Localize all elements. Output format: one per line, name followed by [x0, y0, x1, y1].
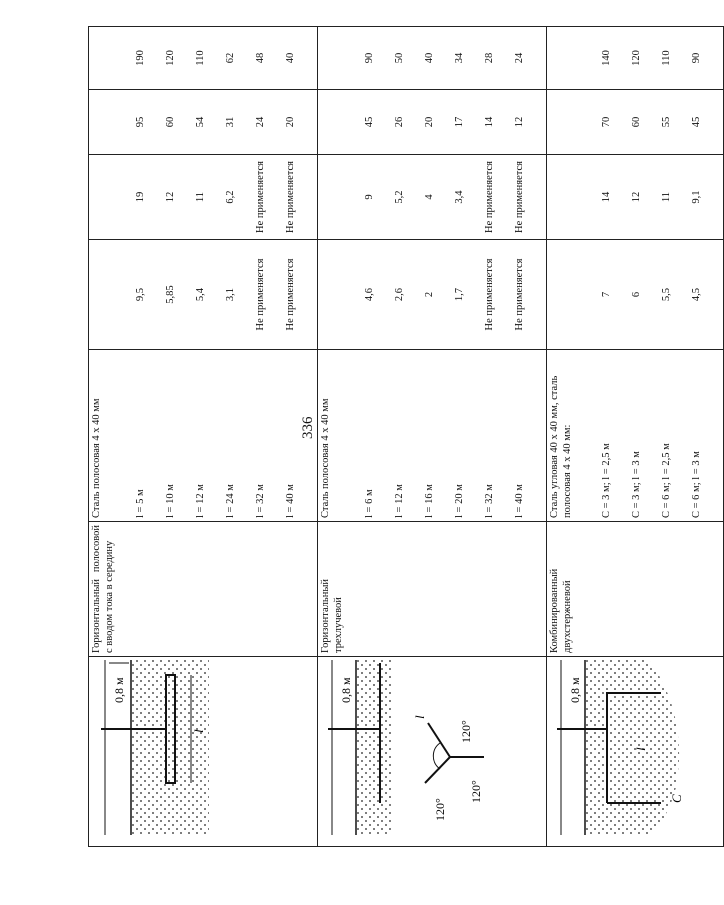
size-item: l = 6 м: [364, 489, 375, 518]
value: 55: [661, 116, 672, 128]
value: 4,5: [691, 287, 702, 302]
value: 19: [135, 191, 146, 203]
value: 9: [364, 194, 375, 200]
value-cell-d: [89, 27, 318, 90]
rotated-table-wrapper: [88, 27, 702, 847]
value: 12: [165, 191, 176, 203]
value: Не применяется: [484, 161, 495, 233]
size-item: l = 12 м: [195, 484, 206, 518]
three-beam-diagram: [320, 653, 490, 843]
size-item: l = 40 м: [285, 484, 296, 518]
value: 34: [454, 52, 465, 64]
angle-label: 120°: [459, 720, 473, 743]
length-label: l: [633, 747, 648, 751]
value: 90: [364, 52, 375, 64]
depth-label: 0,8 м: [568, 677, 582, 703]
table-row: [89, 27, 318, 847]
diagram-cell: [89, 657, 318, 847]
soil-area: [356, 660, 392, 835]
size-item: C = 3 м; l = 3 м: [631, 451, 642, 518]
combined-diagram: [549, 653, 689, 843]
depth-label: 0,8 м: [339, 677, 353, 703]
size-item: l = 40 м: [514, 484, 525, 518]
value: 5,2: [394, 190, 405, 204]
value: 62: [225, 52, 236, 64]
size-item: l = 32 м: [255, 484, 266, 518]
value: 7: [601, 291, 612, 298]
value: 20: [285, 116, 296, 128]
value: 50: [394, 52, 405, 64]
value: 14: [484, 116, 495, 128]
value: Не применяется: [255, 161, 266, 233]
value: Не применяется: [514, 258, 525, 331]
value: 14: [601, 191, 612, 203]
spacing-label: C: [669, 794, 684, 803]
value: 45: [364, 116, 375, 128]
value: 11: [195, 191, 206, 203]
value: 6,2: [225, 190, 236, 204]
value: 70: [601, 116, 612, 128]
value: 60: [165, 116, 176, 128]
value-cell-c: [89, 90, 318, 155]
material-text: Сталь полосовая 4 x 40 мм: [320, 398, 331, 518]
electrode-type: Горизонтальный трехлучевой: [318, 522, 547, 657]
value: Не применяется: [514, 161, 525, 233]
value-cell-a: [318, 240, 547, 350]
value: 5,5: [661, 287, 672, 302]
value: 45: [691, 116, 702, 128]
value: 90: [691, 52, 702, 64]
value: 11: [661, 191, 672, 203]
plan-view: [425, 723, 484, 783]
material-cell: [547, 350, 724, 522]
value-cell-d: [547, 27, 724, 90]
value: Не применяется: [285, 258, 296, 331]
table-row: [547, 27, 724, 847]
value: 9,1: [691, 190, 702, 204]
size-item: l = 16 м: [424, 484, 435, 518]
value: 190: [135, 50, 146, 66]
value: 1,7: [454, 287, 465, 302]
value-cell-a: [547, 240, 724, 350]
value: 31: [225, 116, 236, 128]
value: 24: [514, 52, 525, 64]
value: 17: [454, 116, 465, 128]
value: 48: [255, 52, 266, 64]
value: 2,6: [394, 287, 405, 302]
electrode-type: Комбинированный двухстержневой: [547, 522, 724, 657]
size-item: l = 24 м: [225, 484, 236, 518]
value: 4,6: [364, 287, 375, 302]
angle-label: 120°: [469, 780, 483, 803]
value-cell-b: [318, 155, 547, 240]
size-item: C = 3 м; l = 2,5 м: [601, 443, 612, 518]
value: 40: [424, 52, 435, 64]
value: 5,85: [165, 285, 176, 304]
size-item: l = 10 м: [165, 484, 176, 518]
value: 3,1: [225, 287, 236, 302]
value: 95: [135, 116, 146, 128]
length-label: l: [412, 715, 427, 719]
value: 12: [514, 116, 525, 128]
electrode-type: Горизонтальный полосовой с вводом тока в середину: [89, 522, 318, 657]
material-text: Сталь угловая 40 x 40 мм, сталь полосовая 4 x 40 мм:: [549, 375, 573, 518]
length-label: l: [191, 729, 206, 733]
grounding-table: [88, 26, 724, 847]
value: Не применяется: [484, 258, 495, 331]
value: 120: [631, 50, 642, 66]
material-text: Сталь полосовая 4 x 40 мм: [91, 398, 102, 518]
value: 24: [255, 116, 266, 128]
soil-area: [131, 660, 209, 835]
depth-label: 0,8 м: [112, 677, 126, 703]
material-cell: [318, 350, 547, 522]
value-cell-b: [89, 155, 318, 240]
diagram-cell: [547, 657, 724, 847]
table-row: [318, 27, 547, 847]
strip-electrode-diagram: [91, 653, 251, 843]
value: 12: [631, 191, 642, 203]
size-item: C = 6 м; l = 3 м: [691, 451, 702, 518]
value: 6: [631, 291, 642, 298]
value: 20: [424, 116, 435, 128]
value-cell-b: [547, 155, 724, 240]
value: 54: [195, 116, 206, 128]
size-item: l = 32 м: [484, 484, 495, 518]
page-number: 336: [300, 416, 316, 439]
size-item: C = 6 м; l = 2,5 м: [661, 443, 672, 518]
value-cell-a: [89, 240, 318, 350]
value-cell-c: [547, 90, 724, 155]
value: 4: [424, 194, 435, 200]
material-cell: [89, 350, 318, 522]
diagram-cell: [318, 657, 547, 847]
value: 110: [661, 50, 672, 66]
size-item: l = 20 м: [454, 484, 465, 518]
value: Не применяется: [255, 258, 266, 331]
value: 26: [394, 116, 405, 128]
value-cell-d: [318, 27, 547, 90]
angle-label: 120°: [433, 798, 447, 821]
value: 110: [195, 50, 206, 66]
value: 3,4: [454, 190, 465, 204]
value: 5,4: [195, 287, 206, 302]
value: 28: [484, 52, 495, 64]
value: 140: [601, 50, 612, 66]
value-cell-c: [318, 90, 547, 155]
size-item: l = 5 м: [135, 489, 146, 518]
value: 40: [285, 52, 296, 64]
value: 120: [165, 50, 176, 66]
value: 9,5: [135, 287, 146, 302]
value: 60: [631, 116, 642, 128]
value: 2: [424, 291, 435, 298]
value: Не применяется: [285, 161, 296, 233]
size-item: l = 12 м: [394, 484, 405, 518]
